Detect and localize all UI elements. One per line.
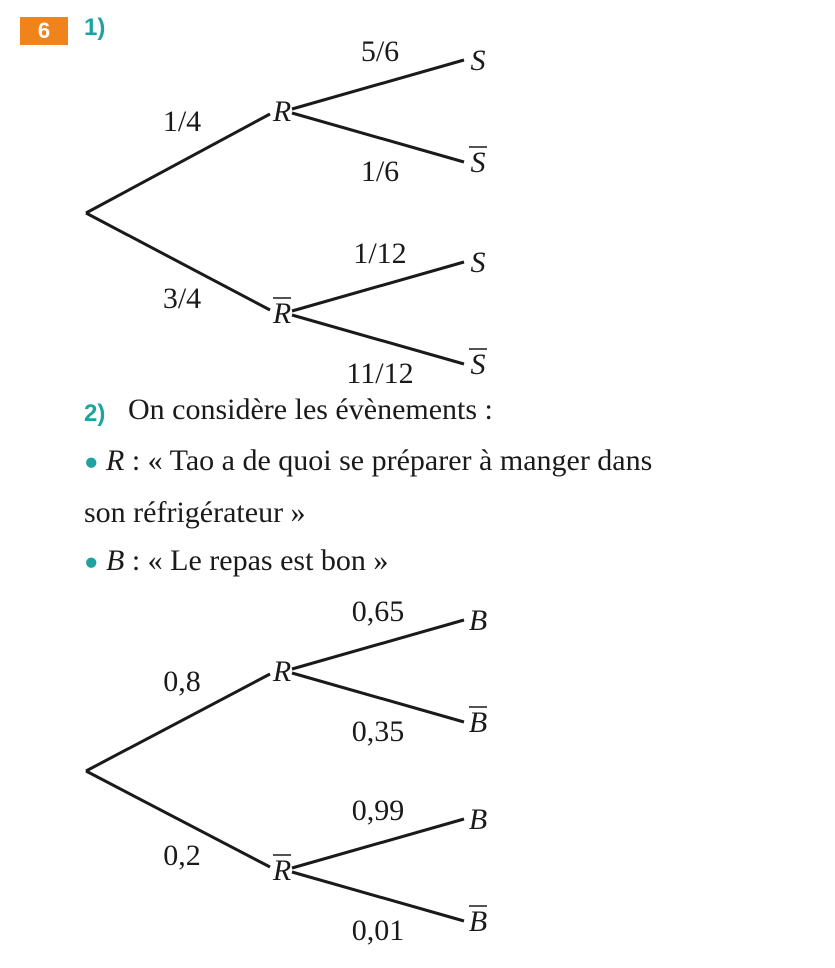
event-r-text: : « Tao a de quoi se préparer à manger dans (124, 444, 653, 477)
tree-leaf: S (470, 348, 486, 381)
tree-leaf: S (470, 246, 486, 279)
tree-leaf: B (468, 803, 488, 836)
branch-probability: 1/4 (162, 105, 202, 138)
bullet-icon: ● (84, 449, 99, 476)
tree-node: R (272, 95, 292, 128)
tree-leaf: S (470, 146, 486, 179)
tree-node: R (272, 854, 292, 887)
bullet-icon: ● (84, 549, 99, 576)
tree-node: R (272, 655, 292, 688)
branch-probability: 0,99 (351, 794, 405, 827)
branch-probability: 0,65 (351, 595, 405, 628)
tree-leaf: B (468, 706, 488, 739)
branch-probability: 11/12 (346, 357, 414, 390)
branch-probability: 1/6 (360, 155, 400, 188)
branch-probability: 0,01 (351, 914, 405, 947)
branch-probability: 0,2 (163, 839, 201, 872)
branch-probability: 0,8 (163, 665, 201, 698)
event-b-symbol: B (106, 544, 125, 577)
event-r-continuation: son réfrigérateur » (84, 496, 306, 529)
event-b-text: : « Le repas est bon » (124, 544, 389, 577)
exercise-number-badge: 6 (20, 17, 68, 45)
tree-node: R (272, 297, 292, 330)
tree-leaf: S (470, 44, 486, 77)
branch-probability: 0,35 (351, 715, 405, 748)
part2-intro: On considère les évènements : (128, 393, 493, 426)
branch-probability: 5/6 (360, 35, 400, 68)
branch-probability: 3/4 (162, 282, 202, 315)
part1-label: 1) (84, 14, 106, 41)
part2-label: 2) (84, 400, 106, 427)
branch-probability: 1/12 (353, 237, 407, 270)
tree-leaf: B (468, 604, 488, 637)
tree-leaf: B (468, 905, 488, 938)
event-r-symbol: R (106, 444, 125, 477)
